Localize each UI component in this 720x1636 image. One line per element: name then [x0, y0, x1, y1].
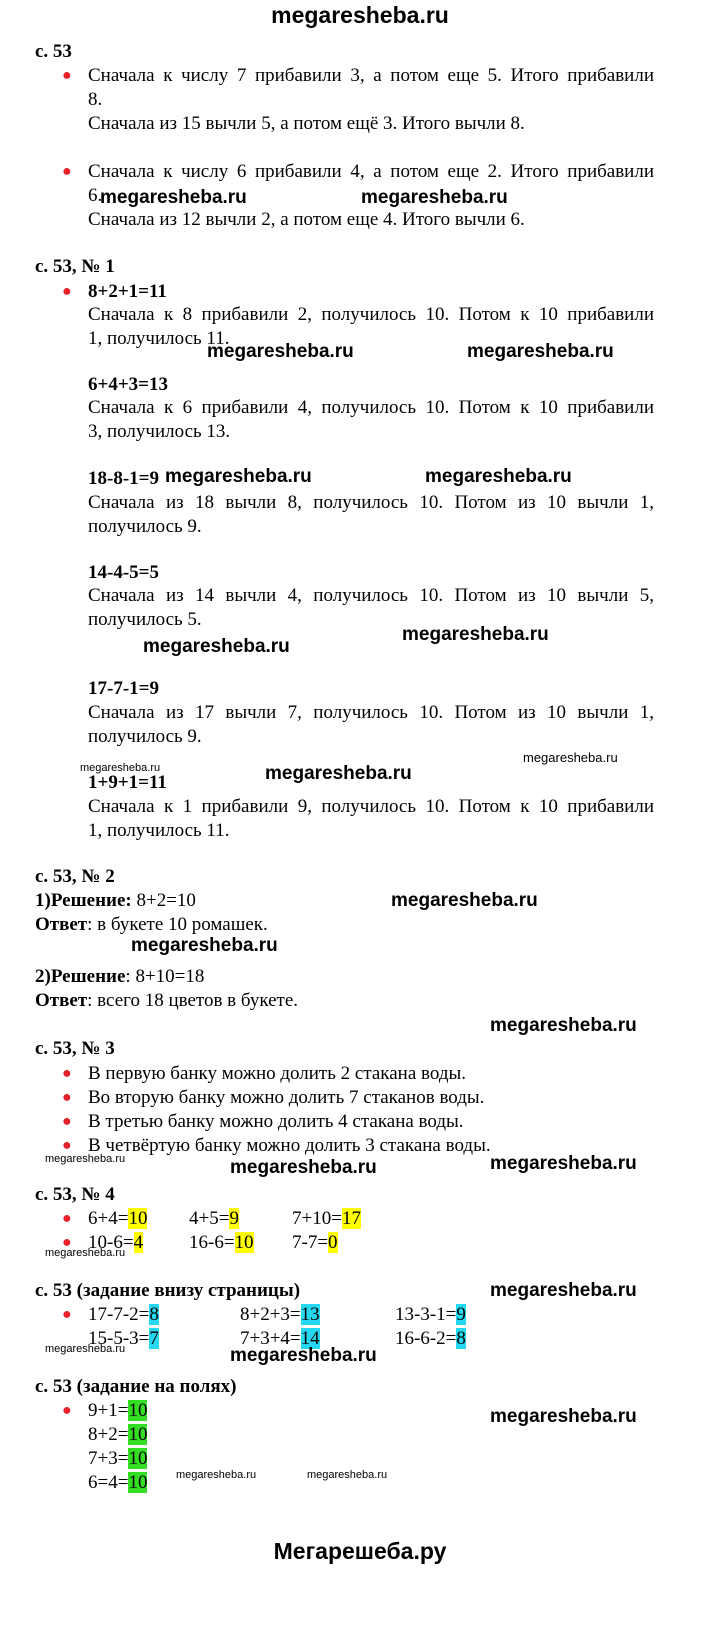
list-item: В третью банку можно долить 4 стакана воды. — [88, 1111, 464, 1132]
section-no4-title: с. 53, № 4 — [35, 1184, 115, 1205]
math-answer: 10 — [234, 1232, 254, 1253]
math-expr: 8+2= — [88, 1424, 129, 1445]
solution-text: : 8+10=18 — [125, 966, 205, 987]
math-expr: 9+1= — [88, 1400, 129, 1421]
explanation-line: Сначала из 18 вычли 8, получилось 10. Потом из 10 вычли 1, — [88, 492, 654, 513]
section-53-title: с. 53 — [35, 41, 72, 62]
math-expr: 13-3-1= — [395, 1304, 457, 1325]
section-53-line: Сначала к числу 7 прибавили 3, а потом еще 5. Итого прибавили — [88, 65, 654, 86]
expression: 6+4+3=13 — [88, 374, 168, 395]
watermark: megaresheba.ru — [45, 1153, 126, 1165]
answer-label: Ответ — [35, 914, 88, 935]
math-expr: 8+2+3= — [240, 1304, 301, 1325]
watermark: megaresheba.ru — [45, 1343, 126, 1355]
section-53-line: 6. — [88, 185, 103, 206]
section-53-line: 8. — [88, 89, 103, 110]
expression: 17-7-1=9 — [88, 678, 159, 699]
math-answer: 10 — [128, 1472, 148, 1493]
math-expr: 17-7-2= — [88, 1304, 150, 1325]
list-item: В первую банку можно долить 2 стакана воды. — [88, 1063, 467, 1084]
watermark: megaresheba.ru — [165, 466, 312, 487]
watermark: megaresheba.ru — [307, 1469, 388, 1481]
watermark: megaresheba.ru — [467, 341, 614, 362]
math-item — [189, 1232, 254, 1254]
math-item — [189, 1208, 239, 1230]
watermark: megaresheba.ru — [490, 1406, 637, 1427]
solution-text: 8+2=10 — [131, 890, 196, 911]
math-answer: 10 — [128, 1448, 148, 1469]
watermark: megaresheba.ru — [176, 1469, 257, 1481]
explanation-line: 1, получилось 11. — [88, 820, 230, 841]
explanation-line: 1, получилось 11. — [88, 328, 230, 349]
math-answer: 10 — [128, 1424, 148, 1445]
solution-1 — [35, 890, 196, 912]
watermark: megaresheba.ru — [402, 624, 549, 645]
bullet-icon: ● — [62, 1234, 72, 1251]
math-expr: 10-6= — [88, 1232, 134, 1253]
explanation-line: получилось 9. — [88, 516, 202, 537]
explanation-line: получилось 9. — [88, 726, 202, 747]
math-answer: 9 — [229, 1208, 239, 1229]
math-item — [88, 1304, 159, 1326]
math-answer: 7 — [149, 1328, 159, 1349]
math-expr: 16-6= — [189, 1232, 235, 1253]
watermark: megaresheba.ru — [230, 1345, 377, 1366]
math-answer: 10 — [128, 1400, 148, 1421]
site-header: megaresheba.ru — [271, 2, 449, 28]
list-item: Во вторую банку можно долить 7 стаканов воды. — [88, 1087, 485, 1108]
bullet-icon: ● — [62, 1210, 72, 1227]
answer-label: Ответ — [35, 990, 88, 1011]
watermark: megaresheba.ru — [490, 1153, 637, 1174]
math-answer: 0 — [328, 1232, 338, 1253]
explanation-line: Сначала к 6 прибавили 4, получилось 10. Потом к 10 прибавили — [88, 397, 654, 418]
answer-2 — [35, 990, 298, 1012]
math-expr: 7+10= — [292, 1208, 342, 1229]
bullet-icon: ● — [62, 67, 72, 84]
bullet-icon: ● — [62, 1113, 72, 1130]
math-answer: 14 — [300, 1328, 320, 1349]
watermark: megaresheba.ru — [391, 890, 538, 911]
bullet-icon: ● — [62, 1065, 72, 1082]
math-expr: 16-6-2= — [395, 1328, 457, 1349]
site-footer: Мегарешеба.ру — [273, 1538, 447, 1564]
math-item — [395, 1304, 466, 1326]
explanation-line: получилось 5. — [88, 609, 202, 630]
watermark: megaresheba.ru — [80, 762, 161, 774]
expression: 14-4-5=5 — [88, 562, 159, 583]
watermark: megaresheba.ru — [425, 466, 572, 487]
section-margin-title: с. 53 (задание на полях) — [35, 1376, 237, 1397]
math-expr: 7+3= — [88, 1448, 129, 1469]
math-item — [88, 1400, 147, 1422]
solution-2 — [35, 966, 204, 988]
section-53-line: Сначала к числу 6 прибавили 4, а потом еще 2. Итого прибавили — [88, 161, 654, 182]
math-expr: 7+3+4= — [240, 1328, 301, 1349]
watermark: megaresheba.ru — [143, 636, 290, 657]
bullet-icon: ● — [62, 1306, 72, 1323]
math-answer: 13 — [300, 1304, 320, 1325]
math-item — [292, 1208, 361, 1230]
bullet-icon: ● — [62, 1089, 72, 1106]
watermark: megaresheba.ru — [490, 1280, 637, 1301]
section-no3-title: с. 53, № 3 — [35, 1038, 115, 1059]
explanation-line: Сначала из 17 вычли 7, получилось 10. Потом из 10 вычли 1, — [88, 702, 654, 723]
watermark: megaresheba.ru — [100, 187, 247, 208]
section-53-line: Сначала из 12 вычли 2, а потом еще 4. Итого вычли 6. — [88, 209, 525, 230]
math-answer: 8 — [149, 1304, 159, 1325]
list-item: В четвёртую банку можно долить 3 стакана воды. — [88, 1135, 491, 1156]
math-expr: 6+4= — [88, 1208, 129, 1229]
watermark: megaresheba.ru — [490, 1015, 637, 1036]
explanation-line: 3, получилось 13. — [88, 421, 231, 442]
watermark: megaresheba.ru — [265, 763, 412, 784]
bullet-icon: ● — [62, 1402, 72, 1419]
math-item — [395, 1328, 466, 1350]
math-item — [88, 1424, 147, 1446]
explanation-line: Сначала к 8 прибавили 2, получилось 10. Потом к 10 прибавили — [88, 304, 654, 325]
math-item — [292, 1232, 338, 1254]
answer-1 — [35, 914, 268, 936]
watermark: megaresheba.ru — [207, 341, 354, 362]
math-answer: 4 — [133, 1232, 144, 1253]
math-expr: 7-7= — [292, 1232, 329, 1253]
section-53-line: Сначала из 15 вычли 5, а потом ещё 3. Итого вычли 8. — [88, 113, 525, 134]
math-answer: 8 — [456, 1328, 466, 1349]
expression: 1+9+1=11 — [88, 772, 167, 793]
answer-text: : в букете 10 ромашек. — [87, 914, 268, 935]
math-item — [88, 1208, 147, 1230]
expression: 18-8-1=9 — [88, 468, 159, 489]
math-item — [88, 1472, 147, 1494]
watermark: megaresheba.ru — [523, 750, 618, 765]
solution-label: 1)Решение: — [35, 890, 132, 911]
math-answer: 10 — [128, 1208, 148, 1229]
math-item — [88, 1448, 147, 1470]
math-answer: 9 — [456, 1304, 466, 1325]
watermark: megaresheba.ru — [361, 187, 508, 208]
watermark: megaresheba.ru — [45, 1247, 126, 1259]
watermark: megaresheba.ru — [131, 935, 278, 956]
math-expr: 4+5= — [189, 1208, 230, 1229]
solution-label: 2)Решение — [35, 966, 126, 987]
section-no2-title: с. 53, № 2 — [35, 866, 115, 887]
section-bottom-title: с. 53 (задание внизу страницы) — [35, 1280, 301, 1301]
bullet-icon: ● — [62, 163, 72, 180]
answer-text: : всего 18 цветов в букете. — [87, 990, 299, 1011]
expression: 8+2+1=11 — [88, 281, 167, 302]
bullet-icon: ● — [62, 283, 72, 300]
math-expr: 15-5-3= — [88, 1328, 150, 1349]
section-no1-title: с. 53, № 1 — [35, 256, 115, 277]
bullet-icon: ● — [62, 1137, 72, 1154]
math-answer: 17 — [341, 1208, 361, 1229]
explanation-line: Сначала из 14 вычли 4, получилось 10. Потом из 10 вычли 5, — [88, 585, 654, 606]
math-expr: 6=4= — [88, 1472, 129, 1493]
watermark: megaresheba.ru — [230, 1157, 377, 1178]
explanation-line: Сначала к 1 прибавили 9, получилось 10. Потом к 10 прибавили — [88, 796, 654, 817]
math-item — [240, 1304, 320, 1326]
